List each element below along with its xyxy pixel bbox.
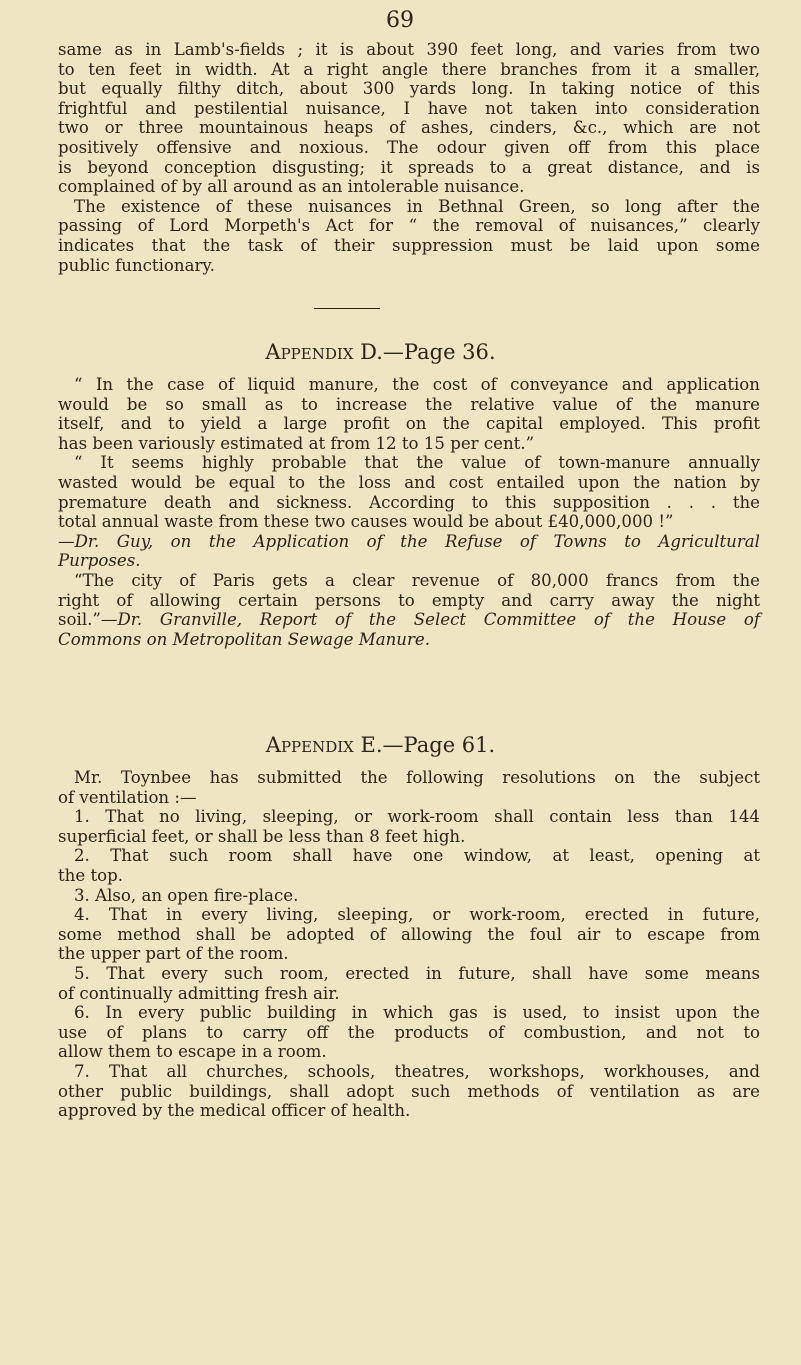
text-segment: “ It seems highly probable that the value of town-manure annually: [74, 453, 760, 473]
text-segment: “The city of Paris gets a clear revenue of 80,000 francs from the: [74, 570, 760, 590]
text-segment: is beyond conception disgusting; it spreads to a great distance, and is: [58, 157, 760, 177]
text-segment: complained of by all around as an intolerable nuisance.: [58, 177, 525, 197]
text-segment: positively offensive and noxious. The odour given off from this place: [58, 137, 760, 157]
text-line: [58, 827, 760, 847]
text-segment: right of allowing certain persons to empty and carry away the night: [58, 590, 760, 610]
text-line: [58, 216, 760, 236]
text-segment: 1. That no living, sleeping, or work-room shall contain less than 144: [74, 807, 760, 827]
text-line: [58, 788, 760, 808]
text-segment: Mr. Toynbee has submitted the following resolutions on the subject: [74, 768, 760, 787]
text-segment: wasted would be equal to the loss and cost entailed upon the nation by: [58, 472, 760, 492]
text-line: [58, 453, 760, 473]
text-line: [58, 944, 760, 964]
text-line: [58, 118, 760, 138]
text-line: [58, 99, 760, 119]
text-segment: some method shall be adopted of allowing the foul air to escape from: [58, 924, 760, 944]
text-segment: soil.”—: [58, 610, 118, 630]
text-segment: 3. Also, an open fire-place.: [74, 885, 299, 905]
text-segment: same as in Lamb's-fields ; it is about 390 feet long, and varies from two: [58, 40, 760, 59]
text-segment: other public buildings, shall adopt such methods of ventilation as are: [58, 1081, 760, 1101]
appendix-d-title: D.—Page 36.: [353, 340, 496, 364]
text-segment: —: [58, 531, 75, 551]
appendix-e-title: E.—Page 61.: [353, 733, 496, 757]
text-segment: total annual waste from these two causes would be about £40,000,000 !”: [58, 512, 674, 532]
text-line: [58, 256, 760, 276]
text-line: [58, 1082, 760, 1102]
text-segment: 6. In every public building in which gas is used, to insist upon the: [74, 1003, 760, 1023]
text-line: [58, 197, 760, 217]
italic-citation-text: Dr. Granville, Report of the Select Committee of the House of: [117, 610, 760, 630]
text-segment: premature death and sickness. According to this supposition . . . the: [58, 492, 760, 512]
text-line: [58, 1101, 760, 1121]
section-divider: [314, 308, 380, 309]
text-line: [58, 886, 760, 906]
text-line: [58, 1062, 760, 1082]
text-line: [58, 925, 760, 945]
text-line: [58, 473, 760, 493]
text-segment: to ten feet in width. At a right angle there branches from it a smaller,: [58, 59, 760, 79]
text-line: [58, 512, 760, 532]
italic-citation-text: Dr. Guy, on the Application of the Refuse of Towns to Agricultural: [74, 531, 760, 551]
text-line: [58, 571, 760, 591]
text-line: [58, 375, 760, 395]
text-segment: allow them to escape in a room.: [58, 1042, 327, 1062]
text-segment: 2. That such room shall have one window, at least, opening at: [74, 846, 760, 866]
text-line: [58, 138, 760, 158]
text-segment: superficial feet, or shall be less than 8 feet high.: [58, 826, 466, 846]
text-line: [58, 532, 760, 552]
appendix-e-text: [58, 768, 760, 1121]
text-segment: “ In the case of liquid manure, the cost of conveyance and application: [74, 375, 760, 394]
text-line: [58, 1042, 760, 1062]
text-line: [58, 79, 760, 99]
text-segment: of ventilation :—: [58, 787, 197, 807]
text-line: [58, 395, 760, 415]
text-line: [58, 493, 760, 513]
text-segment: public functionary.: [58, 255, 215, 275]
text-segment: 4. That in every living, sleeping, or work-room, erected in future,: [74, 905, 760, 925]
text-segment: of continually admitting fresh air.: [58, 983, 340, 1003]
text-line: [58, 964, 760, 984]
text-line: [58, 905, 760, 925]
text-line: [58, 866, 760, 886]
text-line: [58, 610, 760, 630]
text-segment: the top.: [58, 865, 124, 885]
appendix-d-text: [58, 375, 760, 649]
text-line: [58, 807, 760, 827]
appendix-e-label: Appendix: [265, 733, 354, 757]
text-segment: use of plans to carry off the products of combustion, and not to: [58, 1022, 760, 1042]
text-segment: two or three mountainous heaps of ashes, cinders, &c., which are not: [58, 118, 760, 138]
text-segment: has been variously estimated at from 12 to 15 per cent.”: [58, 433, 535, 453]
text-segment: indicates that the task of their suppression must be laid upon some: [58, 235, 760, 255]
text-line: [58, 236, 760, 256]
italic-citation-text: Commons on Metropolitan Sewage Manure.: [58, 629, 431, 649]
text-line: [58, 1003, 760, 1023]
text-line: [58, 40, 760, 60]
text-line: [58, 551, 760, 571]
text-segment: itself, and to yield a large profit on the capital employed. This profit: [58, 414, 760, 434]
text-line: [58, 158, 760, 178]
text-segment: The existence of these nuisances in Bethnal Green, so long after the: [74, 196, 760, 216]
text-segment: but equally filthy ditch, about 300 yards long. In taking notice of this: [58, 79, 760, 99]
text-line: [58, 60, 760, 80]
text-line: [58, 591, 760, 611]
text-line: [58, 414, 760, 434]
appendix-d-heading: [0, 340, 801, 364]
text-line: [58, 630, 760, 650]
text-segment: 7. That all churches, schools, theatres, workshops, workhouses, and: [74, 1061, 760, 1081]
text-line: [58, 1023, 760, 1043]
text-line: [58, 434, 760, 454]
text-segment: frightful and pestilential nuisance, I have not taken into consideration: [58, 98, 760, 118]
page-number: 69: [386, 8, 414, 33]
text-segment: the upper part of the room.: [58, 944, 289, 964]
text-line: [58, 768, 760, 788]
text-line: [58, 177, 760, 197]
text-line: [58, 984, 760, 1004]
appendix-d-label: Appendix: [265, 340, 354, 364]
text-segment: passing of Lord Morpeth's Act for “ the removal of nuisances,” clearly: [58, 216, 760, 236]
appendix-e-heading: [0, 733, 801, 757]
italic-citation-text: Purposes.: [58, 551, 141, 571]
text-segment: would be so small as to increase the relative value of the manure: [58, 394, 760, 414]
text-segment: approved by the medical officer of health.: [58, 1101, 411, 1121]
text-line: [58, 846, 760, 866]
intro-text: [58, 40, 760, 275]
text-segment: 5. That every such room, erected in future, shall have some means: [74, 963, 760, 983]
